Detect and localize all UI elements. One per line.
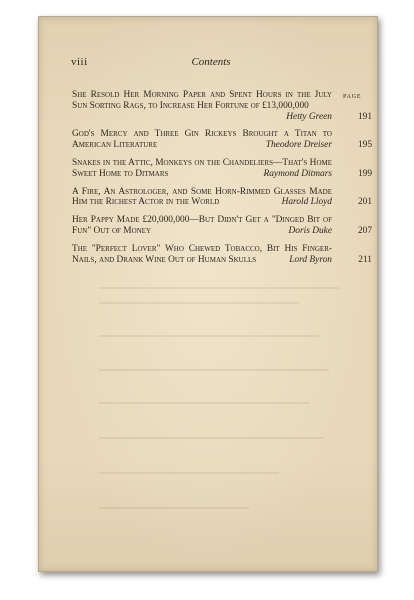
show-through-line	[99, 302, 299, 304]
page-number: viii	[71, 56, 88, 68]
show-through-line	[99, 472, 279, 474]
show-through-line	[99, 369, 329, 371]
entry-title: The "Perfect Lover" Who Chewed Tobacco, Bit His Finger-Nails, and Drank Wine Out of Human Skulls	[72, 243, 332, 265]
entry-page-number: 195	[357, 140, 372, 151]
contents-list	[72, 90, 372, 272]
contents-entry	[72, 158, 372, 180]
entry-page-number: 207	[357, 225, 372, 236]
show-through-line	[99, 402, 309, 404]
entry-title: She Resold Her Morning Paper and Spent Hours in the July Sun Sorting Rags, to Increase Her Fortune of £13,000,000	[72, 90, 332, 111]
page-header	[71, 56, 351, 72]
book-page	[38, 16, 378, 572]
entry-person: Lord Byron	[289, 254, 332, 265]
entry-page-number: 211	[358, 254, 372, 265]
entry-page-number: 191	[357, 111, 372, 122]
entry-person: Doris Duke	[288, 225, 332, 236]
contents-entry	[72, 129, 372, 151]
entry-title: A Fire, An Astrologer, and Some Horn-Rimmed Glasses Made Him the Richest Actor in the World	[72, 186, 332, 208]
entry-title: Her Pappy Made £20,000,000—But Didn't Get a "Dinged Bit of Fun" Out of Money	[72, 215, 332, 236]
contents-entry	[72, 215, 372, 237]
entry-title: Snakes in the Attic, Monkeys on the Chandeliers—That's Home Sweet Home to Ditmars	[72, 157, 332, 179]
entry-person: Harold Lloyd	[281, 197, 332, 208]
entry-person: Theodore Dreiser	[265, 140, 332, 151]
entry-person: Raymond Ditmars	[263, 168, 332, 179]
contents-entry	[72, 244, 372, 266]
show-through-line	[99, 335, 319, 337]
entry-page-number: 201	[357, 197, 372, 208]
show-through-line	[99, 437, 324, 439]
show-through-line	[99, 287, 339, 289]
contents-entry	[72, 187, 372, 209]
page-column-label: PAGE	[343, 94, 362, 100]
show-through-line	[99, 507, 249, 509]
contents-entry	[72, 90, 372, 122]
running-title: Contents	[191, 56, 231, 68]
entry-title: God's Mercy and Three Gin Rickeys Brought a Titan to American Literature	[72, 129, 332, 151]
entry-person: Hetty Green	[286, 111, 332, 122]
entry-page-number: 199	[357, 168, 372, 179]
